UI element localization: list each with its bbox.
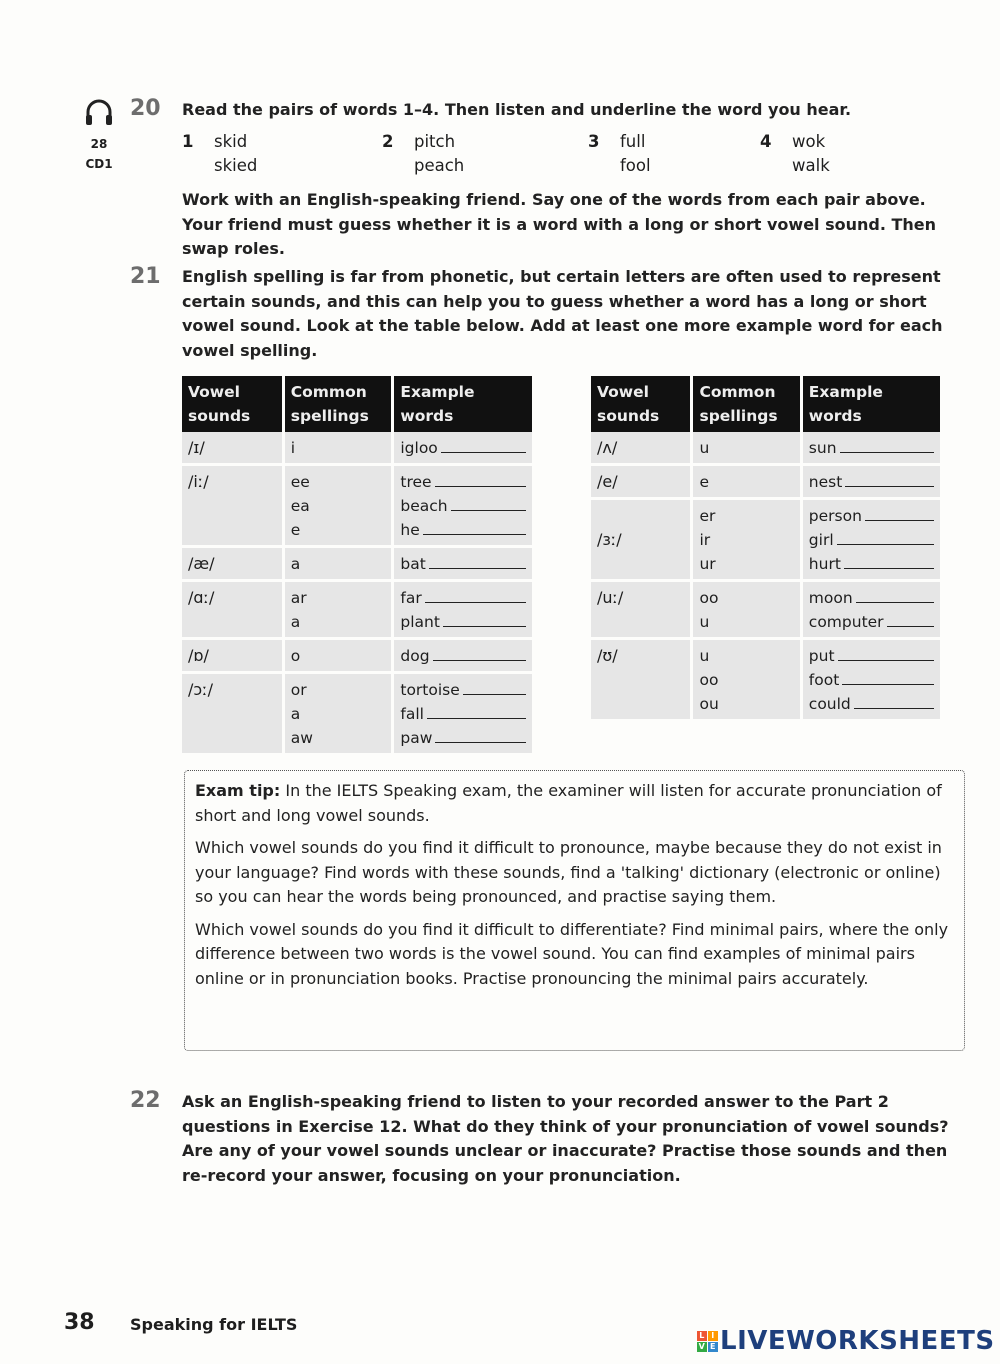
spelling: e — [699, 473, 710, 491]
spellings-cell — [693, 500, 799, 582]
table-row — [591, 640, 940, 722]
spelling: a — [290, 555, 301, 573]
answer-blank[interactable] — [854, 695, 934, 709]
spelling: ar — [290, 589, 307, 607]
answer-blank[interactable] — [435, 729, 526, 743]
vowel-sound: /iː/ — [182, 466, 282, 548]
example-word: he — [400, 521, 420, 539]
example-word: put — [808, 647, 835, 665]
spelling: ea — [290, 497, 310, 515]
examples-cell — [394, 432, 532, 466]
vowel-sound: /ʌ/ — [591, 432, 690, 466]
vowel-table-right — [588, 376, 943, 722]
table-row — [182, 548, 532, 582]
example-word: plant — [400, 613, 440, 631]
spelling: ur — [699, 555, 716, 573]
logo-icon: L I V E — [697, 1331, 718, 1352]
spelling: i — [290, 439, 296, 457]
spelling: er — [699, 507, 716, 525]
examples-cell — [803, 500, 940, 582]
book-title: Speaking for IELTS — [130, 1315, 298, 1334]
answer-blank[interactable] — [840, 439, 934, 453]
spelling: ee — [290, 473, 310, 491]
spelling: a — [290, 613, 301, 631]
tip-paragraph: Which vowel sounds do you find it difficult to pronounce, maybe because they do not exist in your language? Find words with these sounds, find a 'talking' dictionary (electronic or online) so you can hear the words being pronounced, and practise saying them. — [195, 838, 942, 906]
answer-blank[interactable] — [435, 473, 526, 487]
pair-number: 1 — [182, 132, 194, 151]
example-word: dog — [400, 647, 430, 665]
spelling: e — [290, 521, 301, 539]
table-row — [182, 674, 532, 756]
exercise-instruction: Read the pairs of words 1–4. Then listen and underline the word you hear. — [182, 100, 852, 119]
example-word: girl — [808, 531, 834, 549]
answer-blank[interactable] — [838, 647, 934, 661]
page-number: 38 — [64, 1310, 95, 1335]
spelling: or — [290, 681, 307, 699]
answer-blank[interactable] — [451, 497, 526, 511]
answer-blank[interactable] — [856, 589, 934, 603]
table-row — [591, 582, 940, 640]
spellings-cell — [693, 582, 799, 640]
audio-cd: CD1 — [85, 157, 113, 171]
table-header: Vowel sounds — [591, 376, 690, 432]
exam-tip-box — [184, 770, 965, 1051]
example-word: moon — [808, 589, 853, 607]
vowel-sound: /ʊ/ — [591, 640, 690, 722]
pair-word-a[interactable]: full — [620, 132, 646, 151]
answer-blank[interactable] — [845, 473, 934, 487]
table-header: Common spellings — [693, 376, 799, 432]
spellings-cell — [285, 640, 392, 674]
spellings-cell — [693, 640, 799, 722]
answer-blank[interactable] — [429, 555, 526, 569]
vowel-sound: /ɑː/ — [182, 582, 282, 640]
pair-word-b[interactable]: peach — [414, 156, 465, 175]
example-word: igloo — [400, 439, 438, 457]
answer-blank[interactable] — [887, 613, 934, 627]
example-word: hurt — [808, 555, 841, 573]
spellings-cell — [285, 674, 392, 756]
pair-number: 3 — [588, 132, 600, 151]
spellings-cell — [693, 432, 799, 466]
pair-word-b[interactable]: walk — [792, 156, 830, 175]
table-row — [591, 432, 940, 466]
table-header: Common spellings — [285, 376, 392, 432]
example-word: tree — [400, 473, 432, 491]
word-pair — [588, 130, 651, 178]
spelling: o — [290, 647, 301, 665]
exercise-number: 21 — [130, 264, 161, 289]
example-word: far — [400, 589, 422, 607]
table-row — [182, 432, 532, 466]
tip-intro: In the IELTS Speaking exam, the examiner will listen for accurate pronunciation of short and long vowel sounds. — [195, 781, 942, 825]
exercise-instruction: Ask an English-speaking friend to listen to your recorded answer to the Part 2 questions in Exercise 12. What do they think of your pronunciation of vowel sounds? Are any of your vowel sounds unclear or inaccurate? Practise those sounds and then re-record your answer, focusing on your pronunciation. — [182, 1092, 949, 1185]
exercise-number: 22 — [130, 1088, 161, 1113]
examples-cell — [394, 674, 532, 756]
examples-cell — [394, 466, 532, 548]
tip-paragraph: Which vowel sounds do you find it difficult to differentiate? Find minimal pairs, where the only difference between two words is the vowel sound. You can find examples of minimal pairs online or in pronunciation books. Practise pronouncing the minimal pairs accurately. — [195, 919, 949, 988]
spellings-cell — [285, 548, 392, 582]
answer-blank[interactable] — [842, 671, 934, 685]
word-pair — [760, 130, 830, 178]
spelling: oo — [699, 589, 719, 607]
examples-cell — [394, 548, 532, 582]
example-word: sun — [808, 439, 837, 457]
vowel-sound: /ɒ/ — [182, 640, 282, 674]
table-row — [591, 500, 940, 582]
word-pair — [382, 130, 464, 178]
example-word: bat — [400, 555, 426, 573]
exercise-instruction: English spelling is far from phonetic, but certain letters are often used to represent certain sounds, and this can help you to guess whether a word has a long or short vowel sound. Look at the table below. Add at least one more example word for each vowel spelling. — [182, 267, 943, 360]
headphones-icon[interactable] — [84, 98, 114, 132]
vowel-sound: /ɪ/ — [182, 432, 282, 466]
pair-word-a[interactable]: wok — [792, 132, 826, 151]
table-row — [591, 466, 940, 500]
table-row — [182, 582, 532, 640]
example-word: fall — [400, 705, 424, 723]
example-word: nest — [808, 473, 843, 491]
examples-cell — [803, 640, 940, 722]
answer-blank[interactable] — [427, 705, 526, 719]
audio-track: 28 — [90, 137, 108, 151]
spelling: a — [290, 705, 301, 723]
table-header: Example words — [394, 376, 532, 432]
answer-blank[interactable] — [837, 531, 934, 545]
spelling: ou — [699, 695, 719, 713]
answer-blank[interactable] — [463, 681, 526, 695]
answer-blank[interactable] — [865, 507, 934, 521]
examples-cell — [394, 640, 532, 674]
spellings-cell — [285, 432, 392, 466]
vowel-sound: /e/ — [591, 466, 690, 500]
word-pair — [182, 130, 257, 178]
answer-blank[interactable] — [844, 555, 934, 569]
table-row — [182, 640, 532, 674]
examples-cell — [803, 582, 940, 640]
answer-blank[interactable] — [425, 589, 526, 603]
example-word: computer — [808, 613, 884, 631]
spellings-cell — [693, 466, 799, 500]
vowel-sound: /ɜː/ — [591, 500, 690, 582]
spellings-cell — [285, 582, 392, 640]
spelling: u — [699, 439, 710, 457]
example-word: person — [808, 507, 862, 525]
tip-label: Exam tip: — [195, 781, 281, 800]
example-word: paw — [400, 729, 433, 747]
spelling: u — [699, 647, 710, 665]
table-header: Example words — [803, 376, 940, 432]
spelling: ir — [699, 531, 711, 549]
examples-cell — [803, 466, 940, 500]
spellings-cell — [285, 466, 392, 548]
table-header: Vowel sounds — [182, 376, 282, 432]
example-word: foot — [808, 671, 840, 689]
vowel-table-left — [179, 376, 535, 756]
vowel-sound: /ɔː/ — [182, 674, 282, 756]
spelling: u — [699, 613, 710, 631]
pair-word-a[interactable]: pitch — [414, 132, 456, 151]
pair-number: 4 — [760, 132, 772, 151]
examples-cell — [803, 432, 940, 466]
vowel-sound: /uː/ — [591, 582, 690, 640]
pair-word-b[interactable]: fool — [620, 156, 651, 175]
answer-blank[interactable] — [443, 613, 526, 627]
example-word: beach — [400, 497, 448, 515]
pair-word-b[interactable]: skied — [214, 156, 258, 175]
exercise-number: 20 — [130, 96, 161, 121]
spelling: aw — [290, 729, 313, 747]
spelling: oo — [699, 671, 719, 689]
example-word: tortoise — [400, 681, 460, 699]
answer-blank[interactable] — [441, 439, 526, 453]
pair-word-a[interactable]: skid — [214, 132, 248, 151]
answer-blank[interactable] — [423, 521, 526, 535]
logo-text: LIVEWORKSHEETS — [720, 1326, 995, 1356]
exercise-followup: Work with an English-speaking friend. Say one of the words from each pair above. Your friend must guess whether it is a word with a long or short vowel sound. Then swap roles. — [182, 190, 937, 258]
liveworksheets-logo — [697, 1326, 995, 1356]
answer-blank[interactable] — [433, 647, 526, 661]
pair-number: 2 — [382, 132, 394, 151]
vowel-sound: /æ/ — [182, 548, 282, 582]
examples-cell — [394, 582, 532, 640]
example-word: could — [808, 695, 851, 713]
table-row — [182, 466, 532, 548]
